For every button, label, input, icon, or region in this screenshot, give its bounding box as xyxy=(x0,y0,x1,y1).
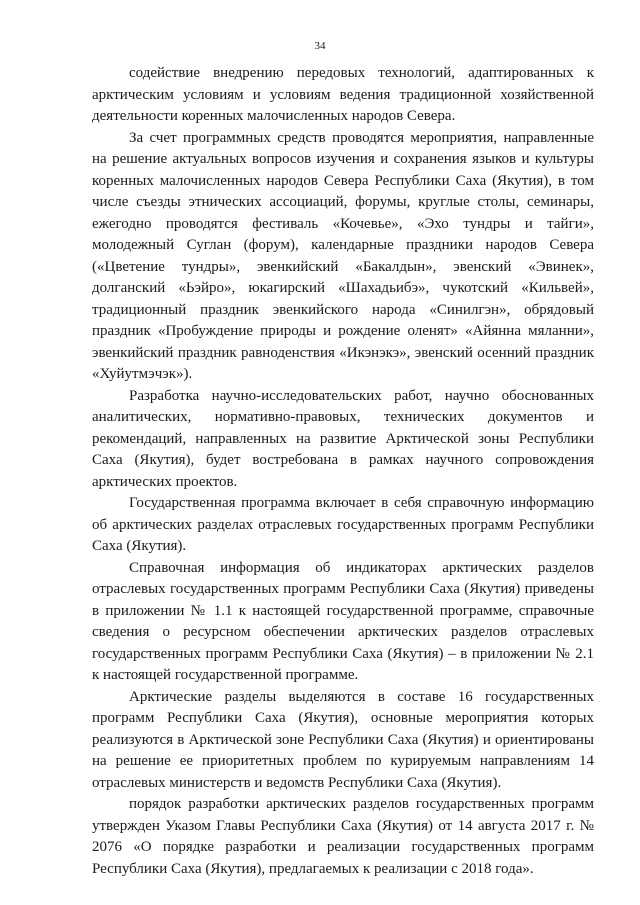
paragraph-2: За счет программных средств проводятся мероприятия, направленные на решение актуальных вопросов изучения и сохранения языков и культуры коренных малочисленных народов Севера Республики Саха (Якутия), в том числе съезды этнических ассоциаций, форумы, круглые столы, семинары, ежегодно проводятся фестиваль «Кочевье», «Эхо тундры и тайги», молодежный Суглан (форум), календарные праздники народов Севера («Цветение тундры», эвенкийский «Бакалдын», эвенский «Эвинек», долганский «Ьэйро», юкагирский «Шахадьибэ», чукотский «Кильвей», традиционный праздник эвенкийского народа «Синилгэн», обрядовый праздник «Пробуждение природы и рождение оленят» «Айянна мяланни», эвенкийский праздник равноденствия «Икэнэкэ», эвенский осенний праздник «Хуйутмэчэк»). xyxy=(92,129,594,382)
paragraph-3: Разработка научно-исследовательских работ, научно обоснованных аналитических, нормативно-правовых, технических документов и рекомендаций, направленных на развитие Арктической зоны Республики Саха (Якутия), будет востребована в рамках научного сопровождения арктических проектов. xyxy=(92,387,594,490)
paragraph-4: Государственная программа включает в себя справочную информацию об арктических разделах отраслевых государственных программ Республики Саха (Якутия). xyxy=(92,495,594,554)
paragraph-7: порядок разработки арктических разделов государственных программ утвержден Указом Главы Республики Саха (Якутия) от 14 августа 2017 г. № 2076 «О порядке разработки и реализации государственных программ Республики Саха (Якутия), предлагаемых к реализации с 2018 года». xyxy=(92,796,594,877)
paragraph-1: содействие внедрению передовых технологий, адаптированных к арктическим условиям и условиям ведения традиционной хозяйственной деятельности коренных малочисленных народов Севера. xyxy=(92,65,594,124)
paragraph-5: Справочная информация об индикаторах арктических разделов отраслевых государственных программ Республики Саха (Якутия) приведены в приложении № 1.1 к настоящей государственной программе, справочные сведения о ресурсном обеспечении арктических разделов отраслевых государственных программ Республики Саха (Якутия) – в приложении № 2.1 к настоящей государственной программе. xyxy=(92,559,594,683)
paragraph-6: Арктические разделы выделяются в составе 16 государственных программ Республики Саха (Якутия), основные мероприятия которых реализуются в Арктической зоне Республики Саха (Якутия) и ориентированы на решение ее приоритетных проблем по курируемым направлениям 14 отраслевых министерств и ведомств Республики Саха (Якутия). xyxy=(92,688,594,791)
body-text xyxy=(92,63,594,880)
page-number: 34 xyxy=(314,40,326,52)
